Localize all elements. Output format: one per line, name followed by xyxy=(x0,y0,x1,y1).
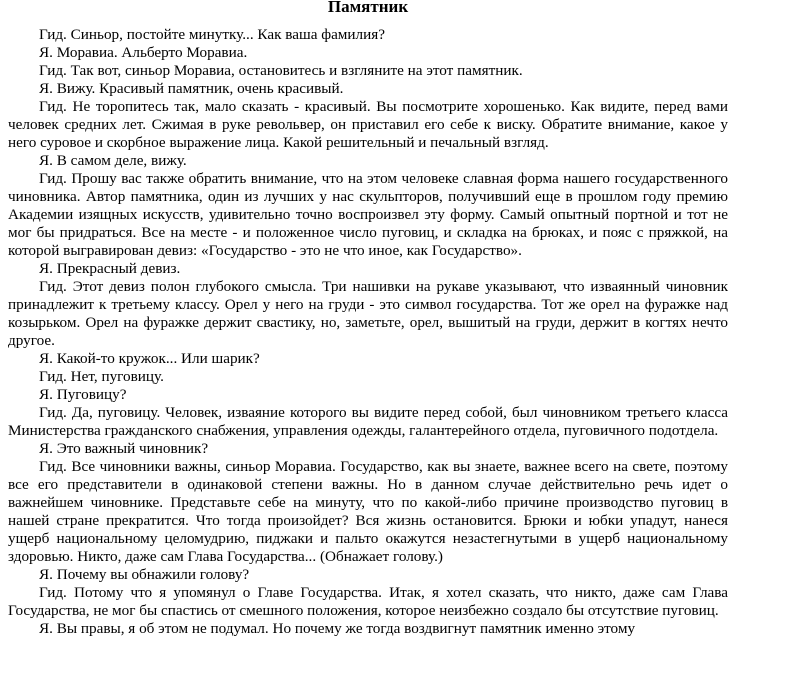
paragraph: Гид. Так вот, синьор Моравиа, остановитесь и взгляните на этот памятник. xyxy=(39,62,523,79)
paragraph: Гид. Нет, пуговицу. xyxy=(39,368,164,385)
paragraph: Я. Моравиа. Альберто Моравиа. xyxy=(39,44,248,61)
paragraph: Гид. Да, пуговицу. Человек, изваяние которого вы видите перед собой, был чиновником третьего класса Министерства гражданского снабжения, управления одежды, галантерейного отдела, пуговичного подотдела. xyxy=(8,404,728,439)
paragraph: Гид. Прошу вас также обратить внимание, что на этом человеке славная форма нашего государственного чиновника. Автор памятника, один из лучших у нас скульпторов, получивший еще в прошлом году премию Академии изящных искусств, удивительно точно воспроизвел эту форму. Самый опытный портной и тот не мог бы придраться. Все на месте - и положенное число пуговиц, и складка на брюках, и пояс с пряжкой, на которой выгравирован девиз: «Государство - это не что иное, как Государство». xyxy=(8,170,728,259)
paragraph: Я. Почему вы обнажили голову? xyxy=(39,566,250,583)
paragraph: Я. Прекрасный девиз. xyxy=(39,260,181,277)
paragraph: Я. В самом деле, вижу. xyxy=(39,152,187,169)
paragraph: Я. Какой-то кружок... Или шарик? xyxy=(39,350,260,367)
paragraph: Я. Пуговицу? xyxy=(39,386,127,403)
paragraph: Гид. Не торопитесь так, мало сказать - красивый. Вы посмотрите хорошенько. Как видите, перед вами человек средних лет. Сжимая в руке револьвер, он приставил его себе к виску. Обратите внимание, какое у него суровое и скорбное выражение лица. Какой решительный и печальный взгляд. xyxy=(8,98,728,151)
paragraph: Гид. Потому что я упомянул о Главе Государства. Итак, я хотел сказать, что никто, даже сам Глава Государства, не мог бы спастись от смешного положения, которое неизбежно создало бы отсутствие пуговиц. xyxy=(8,584,728,619)
paragraph: Я. Вижу. Красивый памятник, очень красивый. xyxy=(39,80,344,97)
paragraph: Я. Это важный чиновник? xyxy=(39,440,209,457)
document-title: Памятник xyxy=(327,0,409,16)
document-page xyxy=(8,0,728,638)
paragraph: Гид. Все чиновники важны, синьор Моравиа. Государство, как вы знаете, важнее всего на свете, поэтому все его представители в одинаковой степени важны. Но в данном случае действительно речь идет о важнейшем чиновнике. Представьте себе на минуту, что по какой-либо причине производство пуговиц в нашей стране прекратится. Что тогда произойдет? Вся жизнь остановится. Брюки и юбки упадут, нанеся ущерб национальному целомудрию, пиджаки и пальто окажутся незастегнутыми в ущерб национальному здоровью. Никто, даже сам Глава Государства... (Обнажает голову.) xyxy=(8,458,728,565)
paragraph: Гид. Этот девиз полон глубокого смысла. Три нашивки на рукаве указывают, что изваянный чиновник принадлежит к третьему классу. Орел у него на груди - это символ государства. Тот же орел на фуражке над козырьком. Орел на фуражке держит свастику, но, заметьте, орел, вышитый на груди, держит в когтях нечто другое. xyxy=(8,278,728,349)
paragraph: Я. Вы правы, я об этом не подумал. Но почему же тогда воздвигнут памятник именно этому xyxy=(39,620,636,637)
paragraph: Гид. Синьор, постойте минутку... Как ваша фамилия? xyxy=(39,26,385,43)
